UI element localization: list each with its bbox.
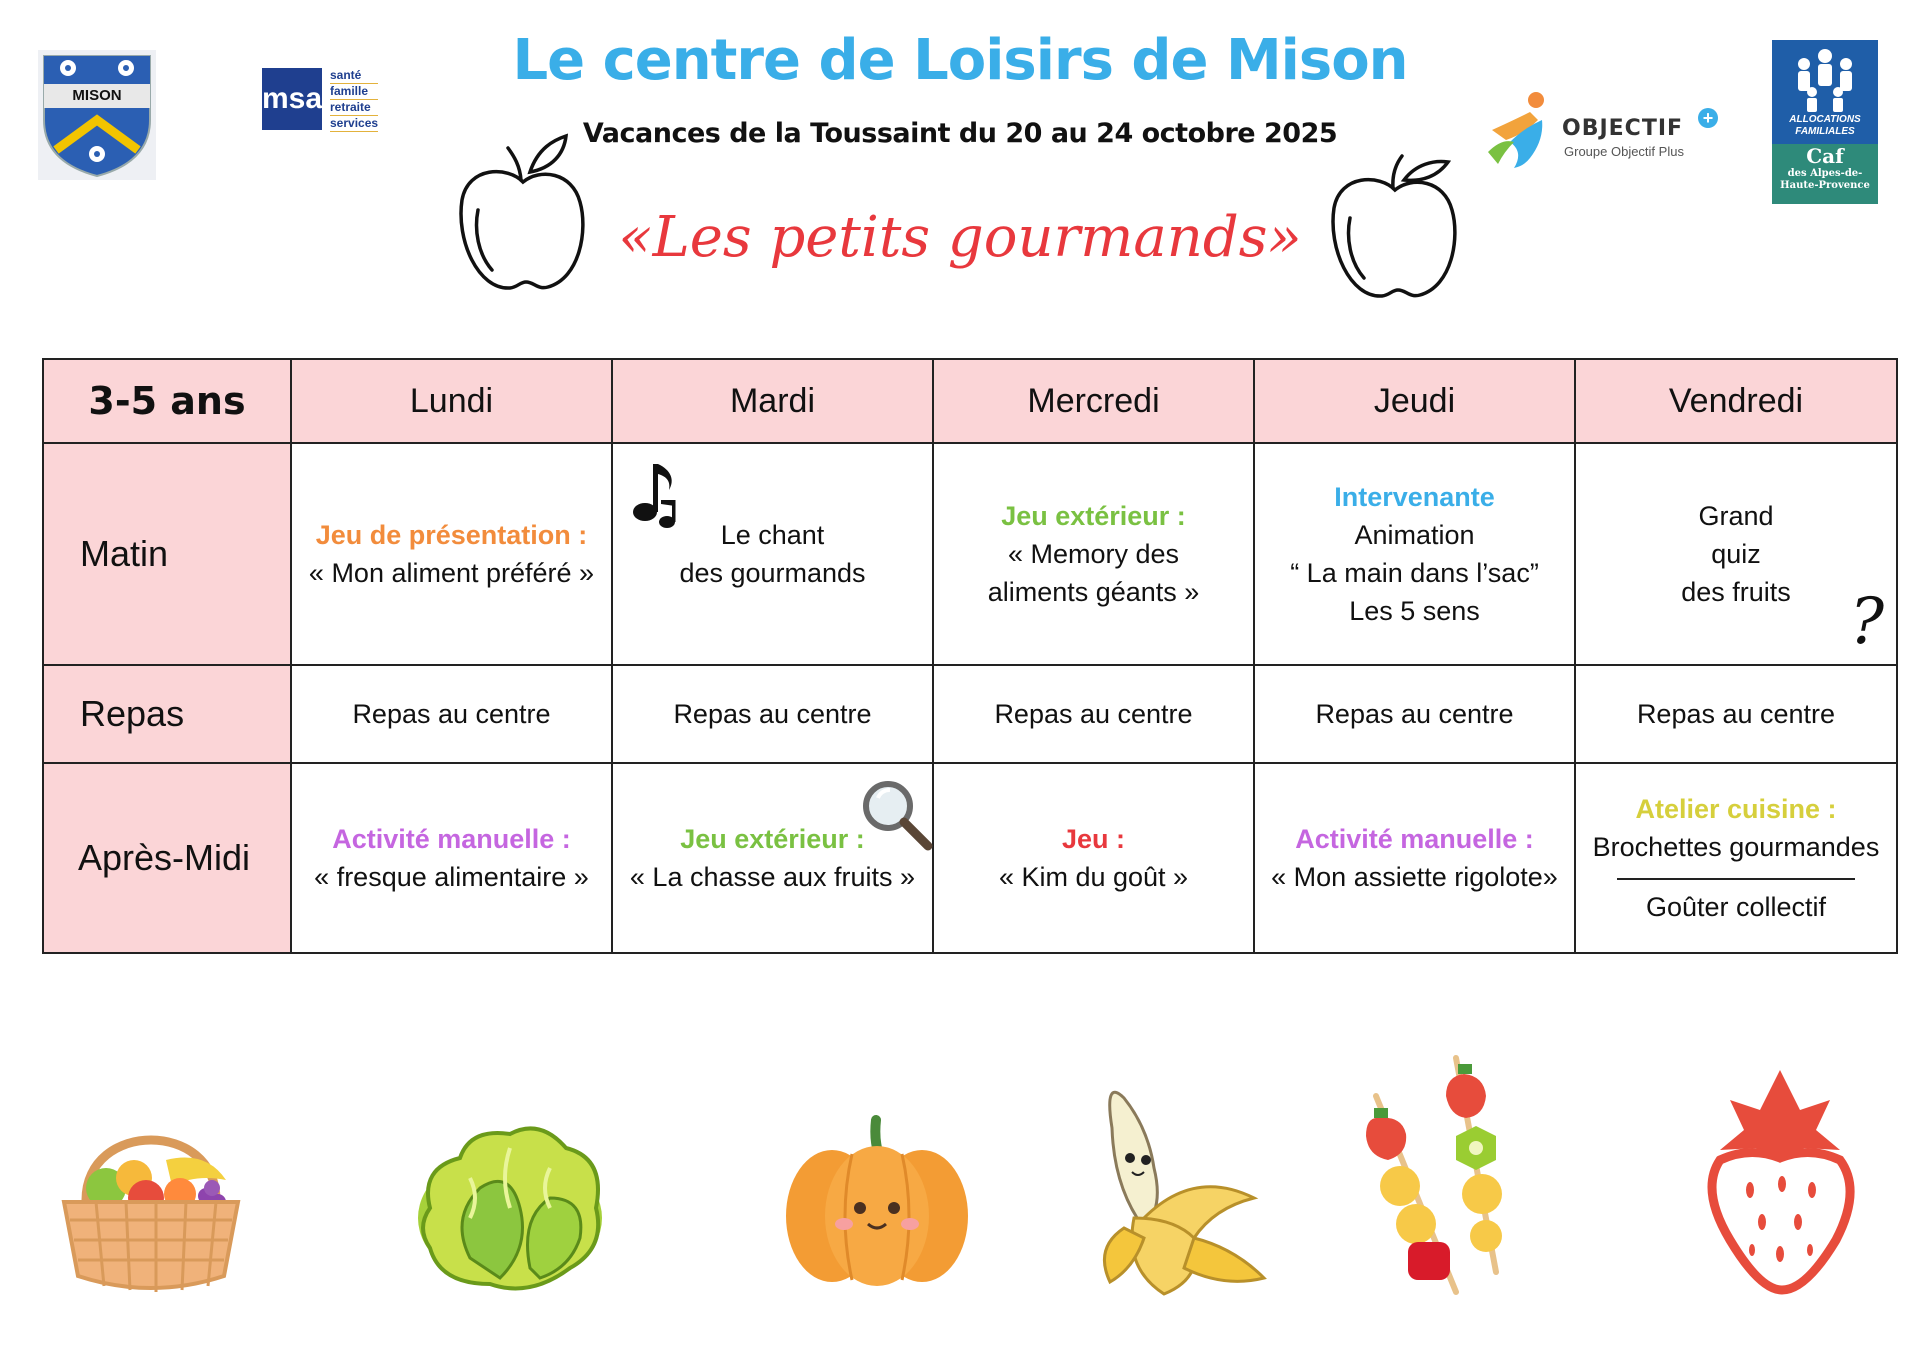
activity-text: Brochettes gourmandes	[1592, 832, 1880, 862]
banana-icon	[1084, 1068, 1284, 1298]
msa-mark: msa	[262, 68, 322, 130]
day-header-vendredi: Vendredi	[1575, 359, 1897, 443]
activity-label: Intervenante	[1334, 482, 1495, 512]
day-header-mardi: Mardi	[612, 359, 933, 443]
meal-cell: Repas au centre	[612, 665, 933, 763]
objectif-name: OBJECTIF	[1562, 116, 1684, 141]
objectif-tagline: Groupe Objectif Plus	[1564, 144, 1684, 159]
activity-cell	[1575, 763, 1897, 953]
activity-cell	[291, 443, 612, 665]
mison-crest-logo	[38, 50, 156, 180]
activity-label: Jeu extérieur :	[1001, 501, 1186, 531]
question-mark-icon: ?	[1849, 585, 1884, 659]
activity-cell	[1254, 443, 1575, 665]
activity-label: Activité manuelle :	[332, 824, 571, 854]
meal-cell: Repas au centre	[933, 665, 1254, 763]
activity-cell	[1254, 763, 1575, 953]
msa-line: famille	[330, 84, 378, 100]
day-header-jeudi: Jeudi	[1254, 359, 1575, 443]
activity-text: « Mon assiette rigolote»	[1271, 862, 1558, 892]
activity-text: Le chant	[720, 520, 825, 550]
objectif-logo	[1484, 90, 1734, 180]
mison-crest-label: MISON	[72, 87, 122, 104]
activity-label: Jeu extérieur :	[680, 824, 865, 854]
objectif-plus-icon: +	[1698, 108, 1718, 128]
meal-cell: Repas au centre	[1575, 665, 1897, 763]
activity-text: “ La main dans l’sac”	[1290, 558, 1539, 588]
caf-name: Caf	[1806, 144, 1844, 168]
row-label-matin: Matin	[43, 443, 291, 665]
msa-line: santé	[330, 68, 378, 84]
activity-label: Jeu de présentation :	[315, 520, 588, 550]
theme-title: «Les petits gourmands»	[618, 205, 1302, 270]
activity-cell	[1575, 443, 1897, 665]
objectif-figure-icon	[1484, 90, 1560, 174]
page-subtitle: Vacances de la Toussaint du 20 au 24 octobre 2025	[582, 118, 1338, 149]
activity-cell	[612, 763, 933, 953]
magnifier-icon	[856, 774, 936, 854]
row-label-apres-midi: Après-Midi	[43, 763, 291, 953]
msa-line: services	[330, 116, 379, 130]
music-note-icon	[631, 460, 687, 532]
activity-text: quiz	[1711, 539, 1761, 569]
divider	[1617, 878, 1855, 880]
activity-label: Jeu :	[1061, 824, 1126, 854]
msa-line: retraite	[330, 100, 378, 116]
lettuce-icon	[410, 1108, 610, 1298]
activity-cell	[933, 763, 1254, 953]
apple-left-icon	[448, 130, 598, 300]
meal-cell: Repas au centre	[1254, 665, 1575, 763]
apple-right-icon	[1320, 138, 1470, 308]
activity-label: Activité manuelle :	[1295, 824, 1534, 854]
activity-text: « Mon aliment préféré »	[308, 558, 595, 588]
activity-label: Atelier cuisine :	[1635, 794, 1837, 824]
activity-text: Grand	[1698, 501, 1774, 531]
activity-text: des gourmands	[679, 558, 866, 588]
caf-logo	[1772, 40, 1878, 204]
meal-cell: Repas au centre	[291, 665, 612, 763]
row-label-repas: Repas	[43, 665, 291, 763]
activity-text: Les 5 sens	[1349, 596, 1480, 626]
activity-text: « Memory des	[1007, 539, 1180, 569]
day-header-lundi: Lundi	[291, 359, 612, 443]
activity-text: des fruits	[1681, 577, 1791, 607]
activity-text: Goûter collectif	[1645, 892, 1827, 922]
activity-cell	[933, 443, 1254, 665]
day-header-mercredi: Mercredi	[933, 359, 1254, 443]
fruit-skewers-icon	[1346, 1046, 1526, 1296]
pumpkin-icon	[782, 1108, 972, 1288]
activity-text: Animation	[1354, 520, 1475, 550]
activity-cell	[612, 443, 933, 665]
msa-logo	[262, 68, 394, 132]
caf-top-label: ALLOCATIONS FAMILIALES	[1789, 114, 1861, 137]
activity-text: « fresque alimentaire »	[314, 862, 589, 892]
strawberry-icon	[1690, 1050, 1870, 1300]
activity-text: « La chasse aux fruits »	[629, 862, 916, 892]
activity-text: « Kim du goût »	[998, 862, 1189, 892]
fruit-basket-icon	[56, 1090, 246, 1300]
activity-cell	[291, 763, 612, 953]
planning-table	[42, 358, 1898, 954]
caf-region: des Alpes-de-Haute-Provence	[1780, 168, 1870, 191]
activity-text: aliments géants »	[987, 577, 1200, 607]
age-group-header: 3-5 ans	[43, 359, 291, 443]
caf-family-icon	[1772, 44, 1878, 116]
page-title: Le centre de Loisirs de Mison	[512, 28, 1408, 93]
